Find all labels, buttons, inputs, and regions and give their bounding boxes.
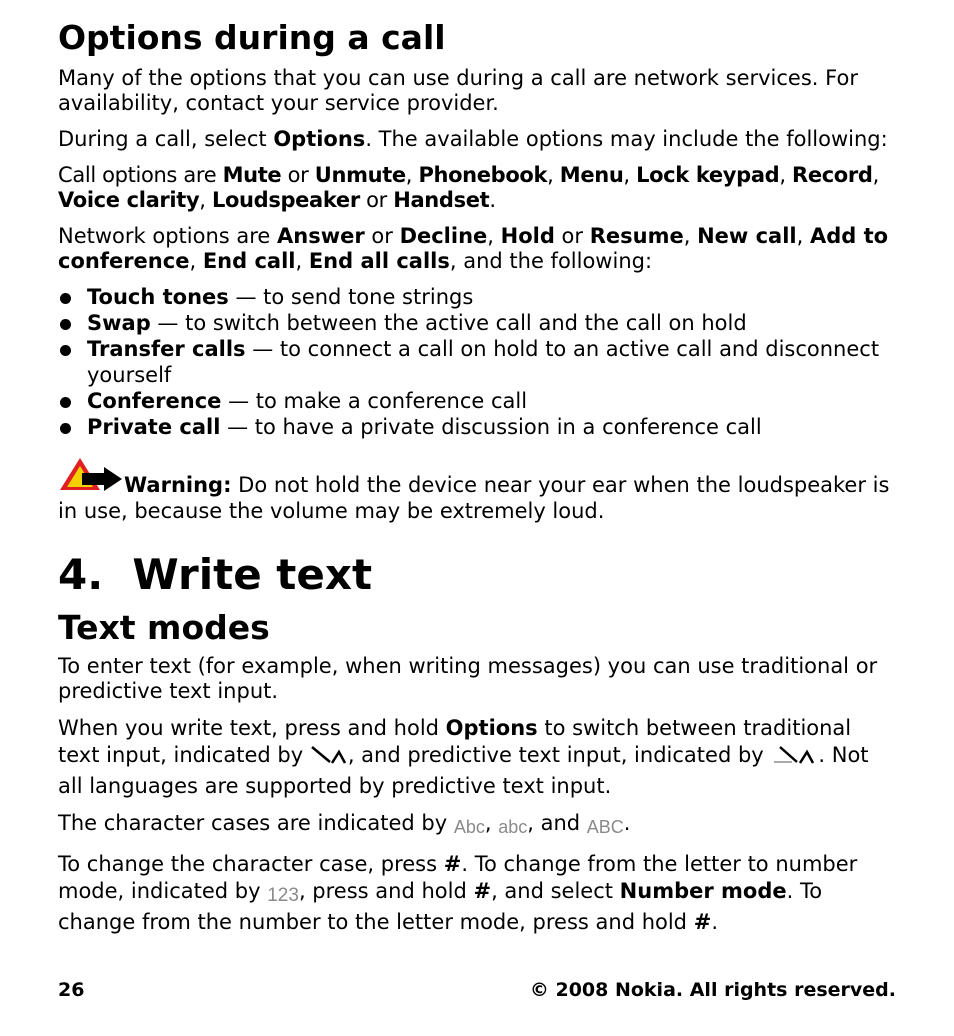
character-cases-paragraph: The character cases are indicated by Abc, abc, and ABC. [58,811,898,840]
term-lock-keypad: Lock keypad [636,163,780,187]
case-abc-title-icon: Abc [453,817,485,837]
network-options-paragraph: Network options are Answer or Decline, Hold or Resume, New call, Add to conference, End call, End all calls, and the following: [58,224,889,273]
list-item: Transfer calls — to connect a call on hold to an active call and disconnect yourself [58,336,898,388]
bullet-term: Swap [87,311,151,335]
list-item: Conference — to make a conference call [58,388,898,414]
term-decline: Decline [399,224,488,248]
page-footer [58,978,896,1003]
section-title-text-modes: Text modes [58,608,270,647]
hash-key: # [443,852,462,876]
options-intro: Many of the options that you can use during a call are network services. For availability, contact your service provider. [58,66,858,115]
number-mode-term: Number mode [619,879,787,903]
list-item: Swap — to switch between the active call and the call on hold [58,310,898,336]
term-hold: Hold [500,224,555,248]
list-item: Touch tones — to send tone strings [58,284,898,310]
bullet-term: Touch tones [87,285,229,309]
warning-icon [58,456,124,494]
number-mode-icon: 123 [267,885,299,906]
options-term: Options [273,127,366,151]
warning-note [58,456,898,524]
term-record: Record [792,163,873,187]
term-mute: Mute [222,163,282,187]
number-mode-paragraph: To change the character case, press #. To change from the letter to number mode, indicated by 123, press and hold #, and select Number mode. To change from the number to the letter mode, press and hold #. [58,852,858,934]
term-end-call: End call [202,249,296,273]
term-end-all-calls: End all calls [308,249,450,273]
section-title-options-during-call: Options during a call [58,18,446,57]
term-menu: Menu [559,163,624,187]
bullet-term: Private call [87,415,221,439]
term-resume: Resume [589,224,684,248]
call-options-paragraph: Call options are Mute or Unmute, Phonebook, Menu, Lock keypad, Record, Voice clarity, Loudspeaker or Handset. [58,163,879,212]
term-answer: Answer [277,224,365,248]
text-modes-intro: To enter text (for example, when writing messages) you can use traditional or predictive text input. [58,654,878,703]
term-voice-clarity: Voice clarity [58,188,200,212]
warning-text: Do not hold the device near your ear when the loudspeaker is in use, because the volume may be extremely loud. [58,473,890,523]
term-handset: Handset [393,188,490,212]
chapter-title: 4. Write text [58,550,373,599]
case-abc-upper-icon: ABC [586,817,624,837]
term-unmute: Unmute [314,163,406,187]
bullet-term: Transfer calls [87,337,246,361]
traditional-input-icon [310,742,348,773]
manual-page [58,18,898,936]
bullet-term: Conference [87,389,222,413]
term-new-call: New call [697,224,797,248]
predictive-input-icon [770,742,818,773]
warning-label: Warning: [124,473,232,497]
case-abc-lower-icon: abc [498,817,528,837]
during-call-paragraph: During a call, select Options. The available options may include the following: [58,127,888,151]
hash-key: # [473,879,492,903]
list-item: Private call — to have a private discussion in a conference call [58,414,898,440]
term-phonebook: Phonebook [418,163,548,187]
copyright-notice: © 2008 Nokia. All rights reserved. [529,979,896,1001]
network-options-list [58,284,898,440]
input-modes-paragraph: When you write text, press and hold Options to switch between traditional text input, indicated by , and predictive text input, indicated by . Not all languages are supported by predictive text input. [58,716,869,798]
term-loudspeaker: Loudspeaker [211,188,360,212]
hash-key: # [693,910,712,934]
page-number: 26 [58,979,85,1001]
options-term: Options [445,716,538,740]
term-add-to-conference: Add to conference [58,224,889,273]
